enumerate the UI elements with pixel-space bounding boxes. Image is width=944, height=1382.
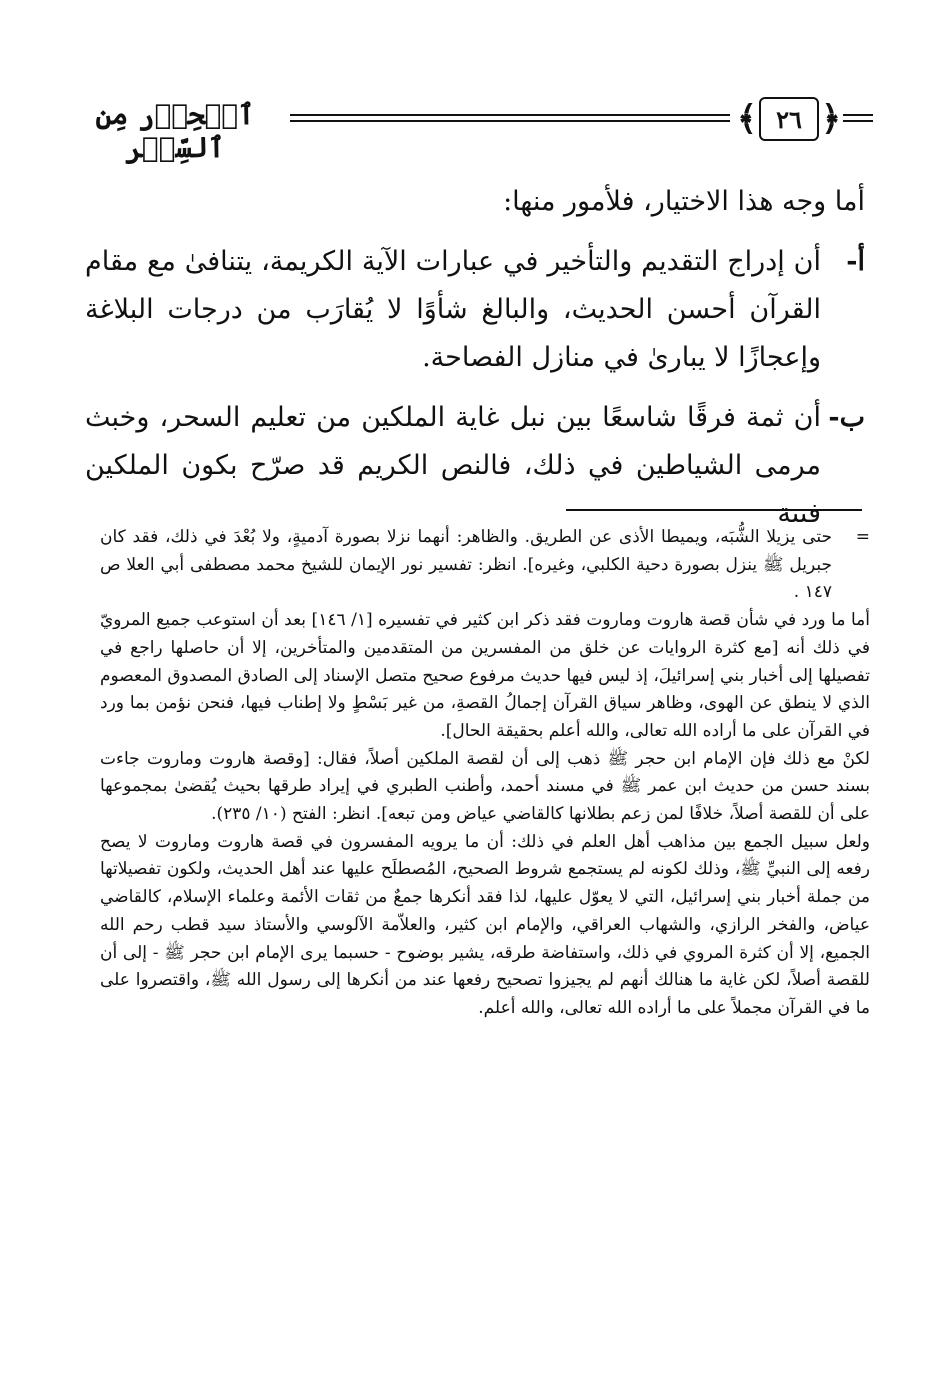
list-item-b [85,394,865,538]
item-marker: ب- [828,402,865,433]
footnotes [100,524,870,1023]
intro-line: أما وجه هذا الاختيار، فلأمور منها: [503,186,865,217]
list-item-a [85,238,865,382]
item-text: أن إدراج التقديم والتأخير في عبارات الآية الكريمة، يتنافىٰ مع مقام القرآن أحسن الحديث، والبالغ شأوًا لا يُقارَب من درجات البلاغة وإعجازًا لا يبارىٰ في منازل الفصاحة. [85,246,821,373]
footnote-paragraph: لكنْ مع ذلك فإن الإمام ابن حجر ﷺ ذهب إلى أن لقصة الملكين أصلاً، فقال: [وقصة هاروت وماروت جاءت بسند حسن من حديث ابن عمر ﷺ في مسند أحمد، وأطنب الطبري في إيراد طرقها بحيث يُقضىٰ بمجموعها على أن للقصة أصلاً، خلافًا لمن زعم بطلانها كالقاضي عياض ومن تبعه]. انظر: الفتح (١٠/ ٢٣٥). [100,748,870,825]
page-header [70,88,866,164]
footnote-paragraph: ولعل سبيل الجمع بين مذاهب أهل العلم في ذلك: أن ما يرويه المفسرون في قصة هاروت وماروت لا يصح رفعه إلى النبيِّ ﷺ، وذلك لكونه لم يستجمع شروط الصحيح، المُصطلَح عليها عند أهل الحديث، ولكون تفصيلاتها من جملة أخبار بني إسرائيل، التي لا يعوّل عليها، لذا فقد أنكرها جمعٌ من ثقات الأئمة وعلماء الإسلام، كالقاضي عياض، والفخر الرازي، والشهاب العراقي، والإمام ابن كثير، والعلاّمة الآلوسي والأستاذ سيد قطب رحم الله الجميع، إلا أن كثرة المروي في ذلك، واستفاضة طرقه، يشير بوضوح - حسبما يرى الإمام ابن حجر ﷺ - إلى أن للقصة أصلاً، لكن غاية ما هنالك أنهم لم يجيزوا تصحيح رفعها عند من أنكرها إلى رسول الله ﷺ، واقتصروا على ما في القرآن مجملاً على ما أراده الله تعالى، والله أعلم. [100,831,870,1018]
continuation-text: حتى يزيلا الشُّبَه، ويميطا الأذى عن الطريق. والظاهر: أنهما نزلا بصورة آدميةٍ، ولا بُعْدَ في ذلك، فقد كان جبريل ﷺ ينزل بصورة دحية الكلبي، وغيره]. انظر: تفسير نور الإيمان للشيخ محمد مصطفى أبي العلا ص ١٤٧ . [100,527,832,603]
header-rule-left [290,114,730,122]
footnote-paragraph: أما ما ورد في شأن قصة هاروت وماروت فقد ذكر ابن كثير في تفسيره [١/ ١٤٦] بعد أن استوعب جميع المرويّ في ذلك أنه [مع كثرة الروايات عن خلق من المفسرين من المتقدمين والمتأخرين، إلا أن حاصلها راجع في تفصيلها إلى أخبار بني إسرائيلَ، إذ ليس فيها حديث مرفوع صحيح متصل الإسناد إلى الصادق المصدوق المعصوم الذي لا ينطق عن الهوى، وظاهر سياق القرآن إجمالُ القصةِ، من غير بَسْطٍ ولا إطناب فيها، فنحن نؤمن بما ورد في القرآن على ما أراده الله تعالى، والله أعلم بحقيقة الحال]. [100,610,870,741]
item-text: أن ثمة فرقًا شاسعًا بين نبل غاية الملكين من تعليم السحر، وخبث مرمى الشياطين في ذلك، فالنص الكريم قد صرّح بكون الملكين فتنة [85,402,821,529]
footnote-continuation [100,524,870,607]
footnote-divider [566,509,862,511]
continuation-marker: = [855,527,870,547]
frame-bracket-left: ﴾ [737,99,757,139]
header-rule-right [843,114,873,122]
running-title: ٱلۡحِذۡر مِن ٱلسِّحۡر [95,98,255,164]
frame-bracket-right: ﴿ [821,99,841,139]
main-text [85,178,865,538]
page-number: ٢٦ [759,97,819,141]
item-marker: أ- [846,246,865,277]
page-number-frame [735,92,843,146]
